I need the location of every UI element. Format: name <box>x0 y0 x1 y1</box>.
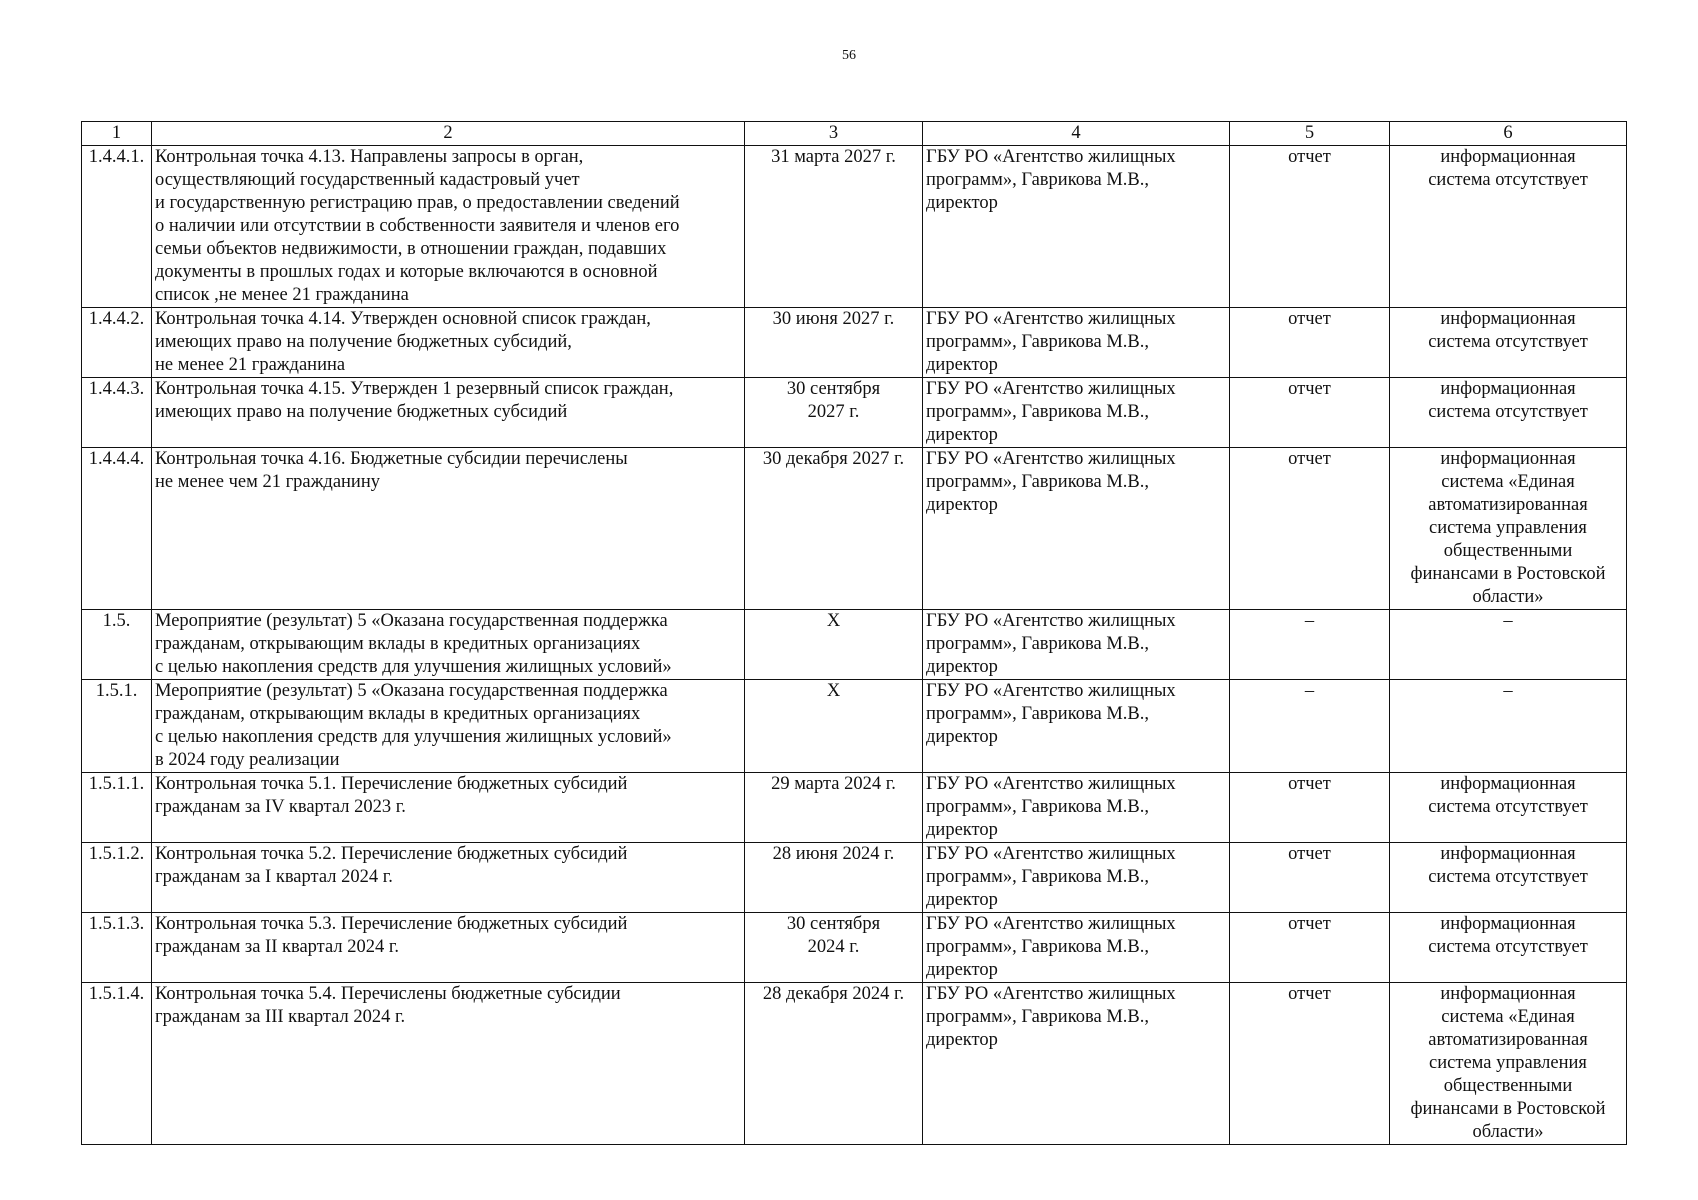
row-name-cell <box>152 308 745 378</box>
row-responsible: ГБУ РО «Агентство жилищных программ», Гаврикова М.В., директор <box>926 309 1176 375</box>
row-document-type: отчет <box>1288 147 1331 167</box>
row-information-system-cell <box>1390 378 1627 448</box>
row-number: 1.5.1.4. <box>88 984 145 1004</box>
row-date: 30 сентября 2024 г. <box>786 914 881 957</box>
row-responsible-cell <box>923 146 1230 308</box>
row-information-system-cell <box>1390 913 1627 983</box>
row-information-system-cell <box>1390 308 1627 378</box>
row-number: 1.5.1.3. <box>88 914 145 934</box>
row-information-system-cell <box>1390 146 1627 308</box>
row-number-cell <box>82 983 152 1145</box>
row-date: Х <box>826 681 841 701</box>
row-responsible: ГБУ РО «Агентство жилищных программ», Гаврикова М.В., директор <box>926 449 1176 515</box>
row-date-cell <box>745 610 923 680</box>
row-information-system: информационная система «Единая автоматизированная система управления общественными финансами в Ростовской области» <box>1410 984 1606 1142</box>
row-name: Мероприятие (результат) 5 «Оказана государственная поддержка гражданам, открывающим вклады в кредитных организациях с целью накопления средств для улучшения жилищных условий» <box>155 611 672 677</box>
table-row <box>82 448 1627 610</box>
row-information-system: информационная система отсутствует <box>1428 379 1588 422</box>
column-header-3: 3 <box>745 122 923 146</box>
row-date: 30 июня 2027 г. <box>772 309 895 329</box>
row-responsible-cell <box>923 308 1230 378</box>
row-document-type: отчет <box>1288 984 1331 1004</box>
plan-table <box>81 121 1627 1145</box>
row-number-cell <box>82 680 152 773</box>
row-document-type: – <box>1304 681 1315 701</box>
row-document-type-cell <box>1230 983 1390 1145</box>
row-responsible-cell <box>923 983 1230 1145</box>
row-number-cell <box>82 308 152 378</box>
row-date: 31 марта 2027 г. <box>771 147 896 167</box>
row-date-cell <box>745 146 923 308</box>
row-document-type: отчет <box>1288 774 1331 794</box>
row-date: 30 декабря 2027 г. <box>762 449 905 469</box>
table-row <box>82 983 1627 1145</box>
row-name-cell <box>152 913 745 983</box>
row-responsible: ГБУ РО «Агентство жилищных программ», Гаврикова М.В., директор <box>926 681 1176 747</box>
table-row <box>82 610 1627 680</box>
row-responsible: ГБУ РО «Агентство жилищных программ», Гаврикова М.В., директор <box>926 774 1176 840</box>
row-name: Контрольная точка 4.15. Утвержден 1 резервный список граждан, имеющих право на получение бюджетных субсидий <box>155 379 674 422</box>
row-name-cell <box>152 610 745 680</box>
row-date: 29 марта 2024 г. <box>771 774 896 794</box>
row-information-system: информационная система отсутствует <box>1428 309 1588 352</box>
row-name-cell <box>152 146 745 308</box>
row-responsible-cell <box>923 448 1230 610</box>
row-number-cell <box>82 913 152 983</box>
row-number: 1.4.4.1. <box>88 147 145 167</box>
row-number-cell <box>82 378 152 448</box>
row-responsible: ГБУ РО «Агентство жилищных программ», Гаврикова М.В., директор <box>926 984 1176 1050</box>
row-responsible: ГБУ РО «Агентство жилищных программ», Гаврикова М.В., директор <box>926 844 1176 910</box>
row-name-cell <box>152 680 745 773</box>
column-header-1: 1 <box>82 122 152 146</box>
row-document-type-cell <box>1230 308 1390 378</box>
row-information-system: информационная система «Единая автоматизированная система управления общественными финансами в Ростовской области» <box>1410 449 1606 607</box>
row-number: 1.5. <box>102 611 131 631</box>
row-name-cell <box>152 448 745 610</box>
row-information-system-cell <box>1390 773 1627 843</box>
row-information-system: – <box>1503 681 1513 701</box>
row-document-type-cell <box>1230 773 1390 843</box>
table-row <box>82 308 1627 378</box>
row-number-cell <box>82 610 152 680</box>
row-number: 1.5.1.2. <box>88 844 145 864</box>
row-name: Контрольная точка 4.16. Бюджетные субсидии перечислены не менее чем 21 гражданину <box>155 449 628 492</box>
row-document-type-cell <box>1230 448 1390 610</box>
row-date-cell <box>745 983 923 1145</box>
row-number: 1.5.1.1. <box>88 774 145 794</box>
row-responsible-cell <box>923 843 1230 913</box>
row-date-cell <box>745 913 923 983</box>
row-number: 1.5.1. <box>95 681 138 701</box>
row-information-system-cell <box>1390 680 1627 773</box>
column-header-5: 5 <box>1230 122 1390 146</box>
row-information-system-cell <box>1390 983 1627 1145</box>
row-document-type-cell <box>1230 913 1390 983</box>
column-header-2: 2 <box>152 122 745 146</box>
table-row <box>82 680 1627 773</box>
page-number: 56 <box>842 48 856 63</box>
table-body <box>82 146 1627 1145</box>
table-row <box>82 773 1627 843</box>
row-number-cell <box>82 448 152 610</box>
table-row <box>82 913 1627 983</box>
row-information-system-cell <box>1390 610 1627 680</box>
row-document-type: отчет <box>1288 309 1331 329</box>
row-name-cell <box>152 378 745 448</box>
row-number-cell <box>82 146 152 308</box>
row-number-cell <box>82 843 152 913</box>
row-name: Контрольная точка 4.14. Утвержден основной список граждан, имеющих право на получение бюджетных субсидий, не менее 21 гражданина <box>155 309 651 375</box>
row-document-type: – <box>1304 611 1315 631</box>
table-row <box>82 378 1627 448</box>
column-header-4: 4 <box>923 122 1230 146</box>
row-information-system: – <box>1503 611 1513 631</box>
row-information-system-cell <box>1390 843 1627 913</box>
row-date: 30 сентября 2027 г. <box>786 379 881 422</box>
row-number-cell <box>82 773 152 843</box>
row-document-type-cell <box>1230 610 1390 680</box>
row-responsible-cell <box>923 773 1230 843</box>
row-document-type-cell <box>1230 680 1390 773</box>
row-number: 1.4.4.4. <box>88 449 145 469</box>
table-header <box>82 122 1627 146</box>
row-responsible: ГБУ РО «Агентство жилищных программ», Гаврикова М.В., директор <box>926 611 1176 677</box>
row-document-type: отчет <box>1288 914 1331 934</box>
row-number: 1.4.4.3. <box>88 379 145 399</box>
row-document-type: отчет <box>1288 844 1331 864</box>
row-name-cell <box>152 773 745 843</box>
row-date-cell <box>745 680 923 773</box>
row-document-type-cell <box>1230 843 1390 913</box>
row-name: Контрольная точка 5.3. Перечисление бюджетных субсидий гражданам за II квартал 2024 г. <box>155 914 628 957</box>
row-name-cell <box>152 983 745 1145</box>
row-name: Контрольная точка 5.4. Перечислены бюджетные субсидии гражданам за III квартал 2024 г. <box>155 984 621 1027</box>
row-date-cell <box>745 378 923 448</box>
row-name: Мероприятие (результат) 5 «Оказана государственная поддержка гражданам, открывающим вклады в кредитных организациях с целью накопления средств для улучшения жилищных условий» в 2024 году реализации <box>155 681 672 770</box>
row-information-system: информационная система отсутствует <box>1428 147 1588 190</box>
row-document-type-cell <box>1230 146 1390 308</box>
row-responsible-cell <box>923 680 1230 773</box>
row-date-cell <box>745 448 923 610</box>
row-document-type: отчет <box>1288 449 1331 469</box>
row-responsible: ГБУ РО «Агентство жилищных программ», Гаврикова М.В., директор <box>926 379 1176 445</box>
row-date: 28 декабря 2024 г. <box>762 984 905 1004</box>
row-document-type-cell <box>1230 378 1390 448</box>
row-information-system: информационная система отсутствует <box>1428 844 1588 887</box>
row-name: Контрольная точка 5.2. Перечисление бюджетных субсидий гражданам за I квартал 2024 г. <box>155 844 628 887</box>
row-date-cell <box>745 843 923 913</box>
row-document-type: отчет <box>1288 379 1331 399</box>
row-date-cell <box>745 773 923 843</box>
row-responsible: ГБУ РО «Агентство жилищных программ», Гаврикова М.В., директор <box>926 147 1176 213</box>
row-information-system: информационная система отсутствует <box>1428 774 1588 817</box>
row-responsible: ГБУ РО «Агентство жилищных программ», Гаврикова М.В., директор <box>926 914 1176 980</box>
row-information-system: информационная система отсутствует <box>1428 914 1588 957</box>
row-information-system-cell <box>1390 448 1627 610</box>
row-name: Контрольная точка 4.13. Направлены запросы в орган, осуществляющий государственный кадастровый учет и государственную регистрацию прав, о предоставлении сведений о наличии или отсутствии в собственности заявителя и членов его семьи объектов недвижимости, в отношении граждан, подавших документы в прошлых годах и которые включаются в основной список ,не менее 21 гражданина <box>155 147 680 305</box>
row-date-cell <box>745 308 923 378</box>
row-name: Контрольная точка 5.1. Перечисление бюджетных субсидий гражданам за IV квартал 2023 г. <box>155 774 628 817</box>
row-number: 1.4.4.2. <box>88 309 145 329</box>
row-responsible-cell <box>923 378 1230 448</box>
column-header-6: 6 <box>1390 122 1627 146</box>
row-date: 28 июня 2024 г. <box>772 844 895 864</box>
row-responsible-cell <box>923 610 1230 680</box>
row-name-cell <box>152 843 745 913</box>
table-row <box>82 146 1627 308</box>
row-date: Х <box>826 611 841 631</box>
header-row <box>82 122 1627 146</box>
row-responsible-cell <box>923 913 1230 983</box>
table-row <box>82 843 1627 913</box>
